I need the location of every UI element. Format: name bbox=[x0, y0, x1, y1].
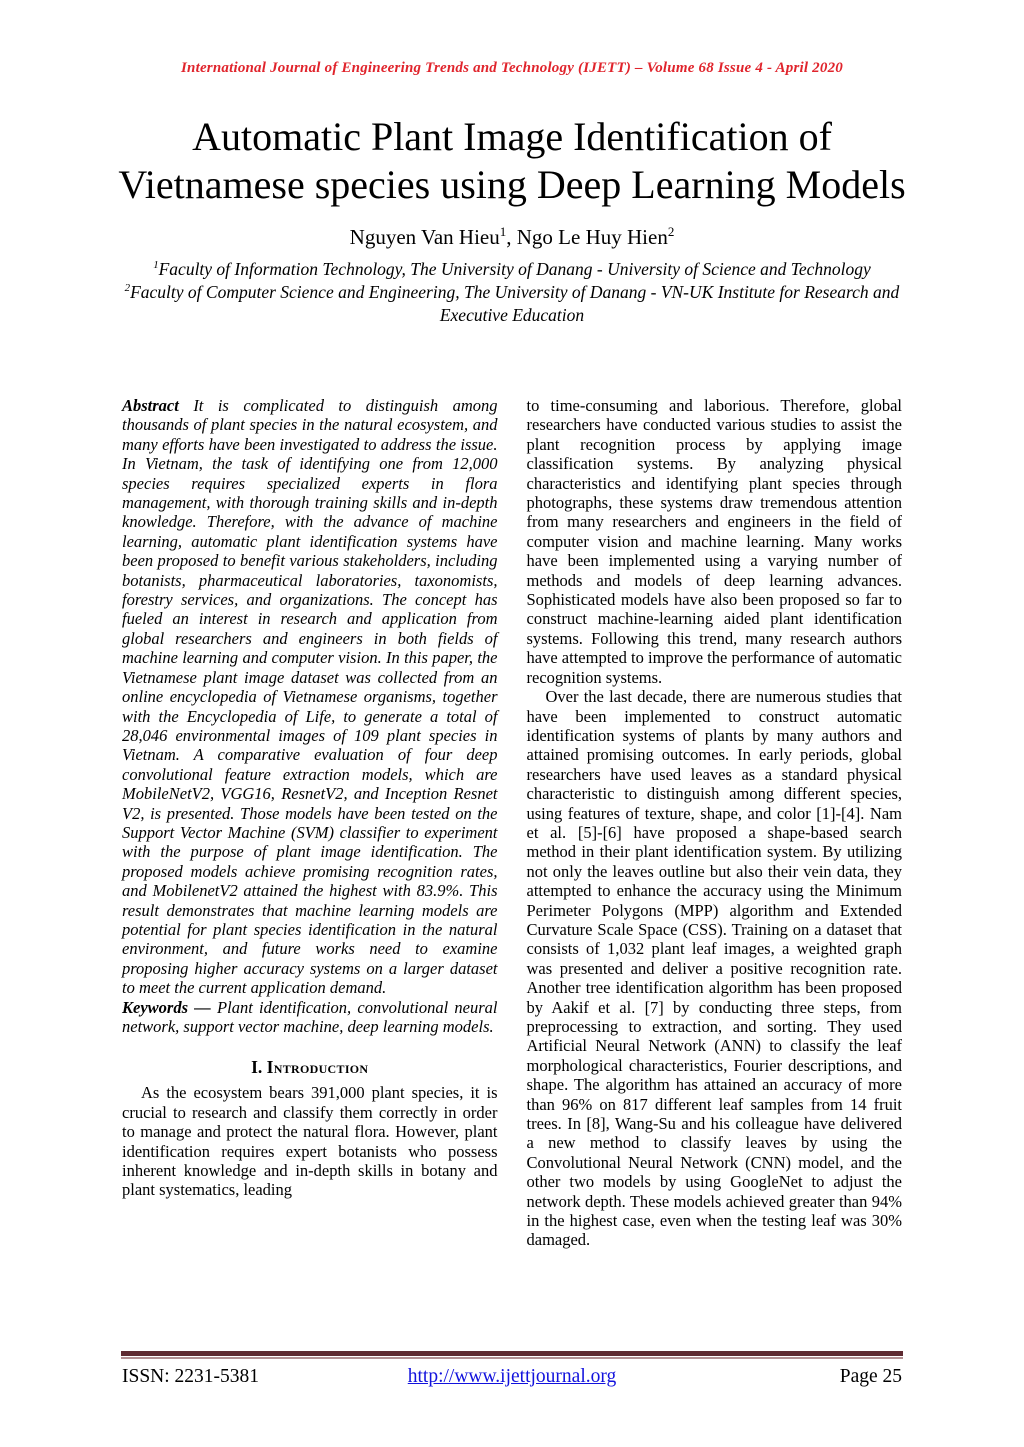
body-paragraph-2: Over the last decade, there are numerous studies that have been implemented to construct automatic identification systems of plants by many authors and attained promising outcomes. In early periods, global researchers have used leaves as a standard physical characteristic to distinguish among different species, using features of texture, shape, and color [1]-[4]. Nam et al. [5]-[6] have proposed a shape-based search method in their plant identification system. By utilizing not only the leaves outline but also their vein data, they attempted to enhance the accuracy using the Minimum Perimeter Polygons (MPP) algorithm and Extended Curvature Scale Space (CSS). Training on a dataset that consists of 1,032 plant leaf images, a weighted graph was presented and deliver a positive recognition rate. Another tree identification algorithm has been proposed by Aakif et al. [7] by conducting three steps, from preprocessing to extraction, and sorting. They used Artificial Neural Network (ANN) to classify the leaf morphological characteristics, Fourier descriptions, and shape. The algorithm has attained an accuracy of more than 96% on 817 different leaf samples from 14 fruit trees. In [8], Wang-Su and his colleague have delivered a new method to classify leaves by using the Convolutional Neural Network (CNN) model, and the other two models by using GoogleNet to adjust the network depth. These models achieved greater than 94% in the highest case, even when the testing leaf was 30% damaged. bbox=[526, 687, 902, 1250]
page-title: Automatic Plant Image Identification of Vietnamese species using Deep Learning Models bbox=[118, 114, 906, 207]
author-superscript-2: 2 bbox=[667, 224, 675, 239]
abstract-paragraph bbox=[122, 396, 498, 998]
affiliations-block bbox=[0, 258, 1024, 327]
body-paragraph-1: to time-consuming and laborious. Therefore, global researchers have conducted various studies to assist the plant recognition process by applying image classification systems. By analyzing physical characteristics and identifying plant species through photographs, these systems draw tremendous attention from many researchers and engineers in the field of computer vision and machine learning. Many works have been implemented using a varying number of methods and models of deep learning advances. Sophisticated models have also been proposed so far to construct machine-learning aided plant identification systems. Following this trend, many research authors have attempted to improve the performance of automatic recognition systems. bbox=[526, 396, 902, 687]
two-column-layout bbox=[122, 396, 902, 1250]
keywords-label: Keywords — bbox=[122, 997, 211, 1017]
footer-divider-light-bar bbox=[121, 1357, 903, 1359]
issn-text: ISSN: 2231-5381 bbox=[122, 1366, 260, 1387]
author-name-1: Nguyen Van Hieu bbox=[349, 225, 500, 249]
affiliation-superscript-1: 1 bbox=[153, 259, 159, 272]
journal-url-link[interactable]: http://www.ijettjournal.org bbox=[407, 1366, 617, 1387]
introduction-paragraph: As the ecosystem bears 391,000 plant species, it is crucial to research and classify them correctly in order to manage and protect the natural flora. However, plant identification requires expert botanists who possess inherent knowledge and in-depth skills in botany and plant systematics, leading bbox=[122, 1083, 498, 1200]
right-column bbox=[527, 396, 903, 1250]
affiliation-line-1 bbox=[100, 258, 924, 281]
affiliation-line-2 bbox=[100, 281, 924, 327]
keywords-paragraph bbox=[122, 998, 498, 1037]
keywords-text: Plant identification, convolutional neural network, support vector machine, deep learning models. bbox=[122, 997, 498, 1036]
left-column bbox=[122, 396, 498, 1250]
affiliation-text-2: Faculty of Computer Science and Engineering, The University of Danang - VN-UK Institute for Research and Executive Education bbox=[130, 282, 900, 325]
author-name-2: Ngo Le Huy Hien bbox=[516, 225, 668, 249]
page-number: Page 25 bbox=[839, 1366, 902, 1387]
abstract-text: It is complicated to distinguish among thousands of plant species in the natural ecosystem, and many efforts have been investigated to address the issue. In Vietnam, the task of identifying one from 12,000 species requires specialized experts in flora management, with thorough training skills and in-depth knowledge. Therefore, with the advance of machine learning, automatic plant identification systems have been proposed to benefit various stakeholders, including botanists, pharmaceutical laboratories, taxonomists, forestry services, and organizations. The concept has fueled an interest in research and application from global researchers and engineers in both fields of machine learning and computer vision. In this paper, the Vietnamese plant image dataset was collected from an online encyclopedia of Vietnamese organisms, together with the Encyclopedia of Life, to generate a total of 28,046 environmental images of 109 plant species in Vietnam. A comparative evaluation of four deep convolutional feature extraction models, which are MobileNetV2, VGG16, ResnetV2, and Inception Resnet V2, is presented. Those models have been tested on the Support Vector Machine (SVM) classifier to experiment with the purpose of plant image identification. The proposed models achieve promising recognition rates, and MobilenetV2 attained the highest with 83.9%. This result demonstrates that machine learning models are potential for plant species identification in the natural environment, and future works need to examine proposing higher accuracy systems on a larger dataset to meet the current application demand. bbox=[122, 396, 498, 998]
section-title: Introduction bbox=[266, 1057, 369, 1078]
affiliation-text-1: Faculty of Information Technology, The University of Danang - University of Science and Technology bbox=[158, 259, 871, 279]
journal-running-head: International Journal of Engineering Trends and Technology (IJETT) – Volume 68 Issue 4 - April 2020 bbox=[181, 60, 843, 76]
author-superscript-1: 1 bbox=[499, 224, 507, 239]
footer-divider bbox=[121, 1351, 903, 1359]
affiliation-superscript-2: 2 bbox=[124, 282, 131, 295]
abstract-label: Abstract bbox=[122, 396, 179, 415]
author-separator: , bbox=[506, 225, 517, 249]
authors-line bbox=[0, 225, 1024, 250]
introduction-section-heading bbox=[122, 1057, 498, 1078]
footer-divider-dark-bar bbox=[121, 1351, 903, 1356]
section-number: I. bbox=[251, 1057, 263, 1078]
